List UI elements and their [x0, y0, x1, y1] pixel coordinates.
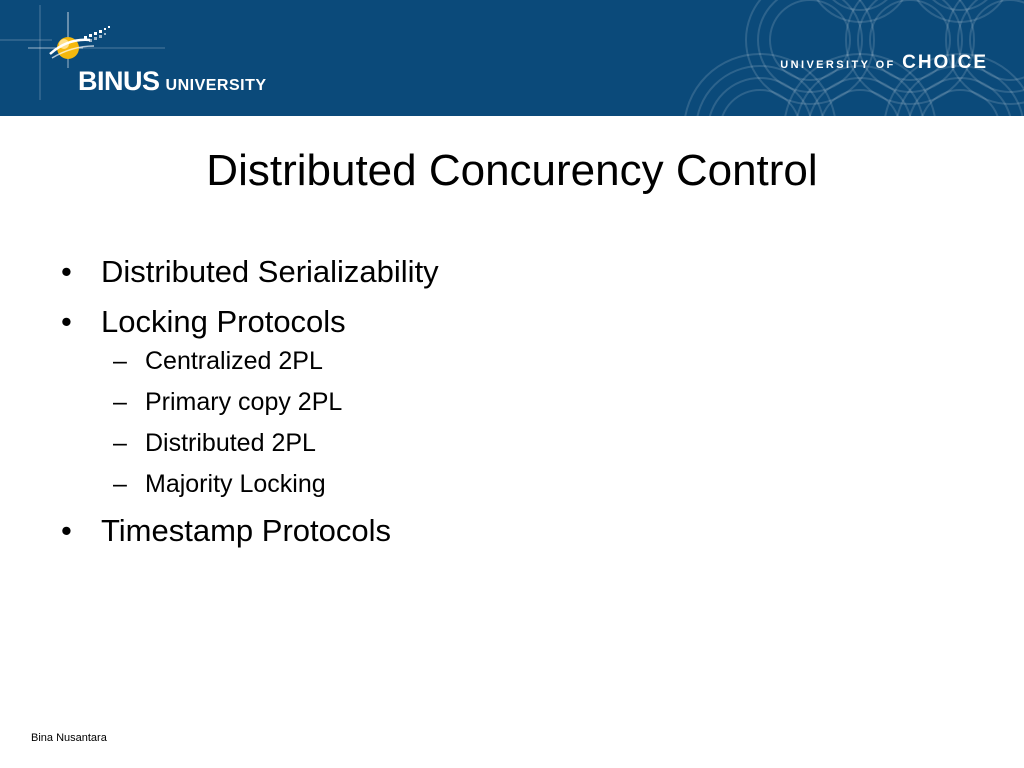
tagline-emphasis: CHOICE: [902, 52, 988, 73]
dash-marker: –: [113, 347, 127, 375]
sub-bullet-text: Primary copy 2PL: [145, 388, 343, 416]
logo-subtitle: UNIVERSITY: [165, 77, 267, 94]
dash-marker: –: [113, 470, 127, 498]
sub-bullet-list: [101, 346, 439, 499]
bullet-item: [56, 254, 439, 290]
bullet-marker: •: [61, 513, 72, 548]
dash-marker: –: [113, 388, 127, 416]
bullet-list: [56, 254, 439, 563]
slide-title: Distributed Concurency Control: [206, 146, 818, 195]
bullet-text: Distributed Serializability: [101, 254, 439, 289]
bullet-marker: •: [61, 304, 72, 339]
tagline: [780, 52, 988, 74]
sub-bullet-item: [101, 428, 439, 458]
sub-bullet-item: [101, 346, 439, 376]
binus-logo: [28, 8, 318, 108]
logo-wordmark: [78, 66, 267, 97]
sub-bullet-text: Distributed 2PL: [145, 429, 316, 457]
footer-text: Bina Nusantara: [31, 732, 107, 744]
globe-logo-icon: [28, 8, 138, 68]
bullet-marker: •: [61, 254, 72, 289]
logo-name: BINUS: [78, 66, 160, 96]
tagline-prefix: UNIVERSITY OF: [780, 59, 896, 71]
sub-bullet-text: Centralized 2PL: [145, 347, 323, 375]
sub-bullet-item: [101, 469, 439, 499]
sub-bullet-item: [101, 387, 439, 417]
bullet-text: Locking Protocols: [101, 304, 346, 339]
bullet-text: Timestamp Protocols: [101, 513, 391, 548]
sub-bullet-text: Majority Locking: [145, 470, 326, 498]
header-banner: [0, 0, 1024, 116]
bullet-item: [56, 513, 439, 549]
dash-marker: –: [113, 429, 127, 457]
bullet-item: [56, 304, 439, 499]
